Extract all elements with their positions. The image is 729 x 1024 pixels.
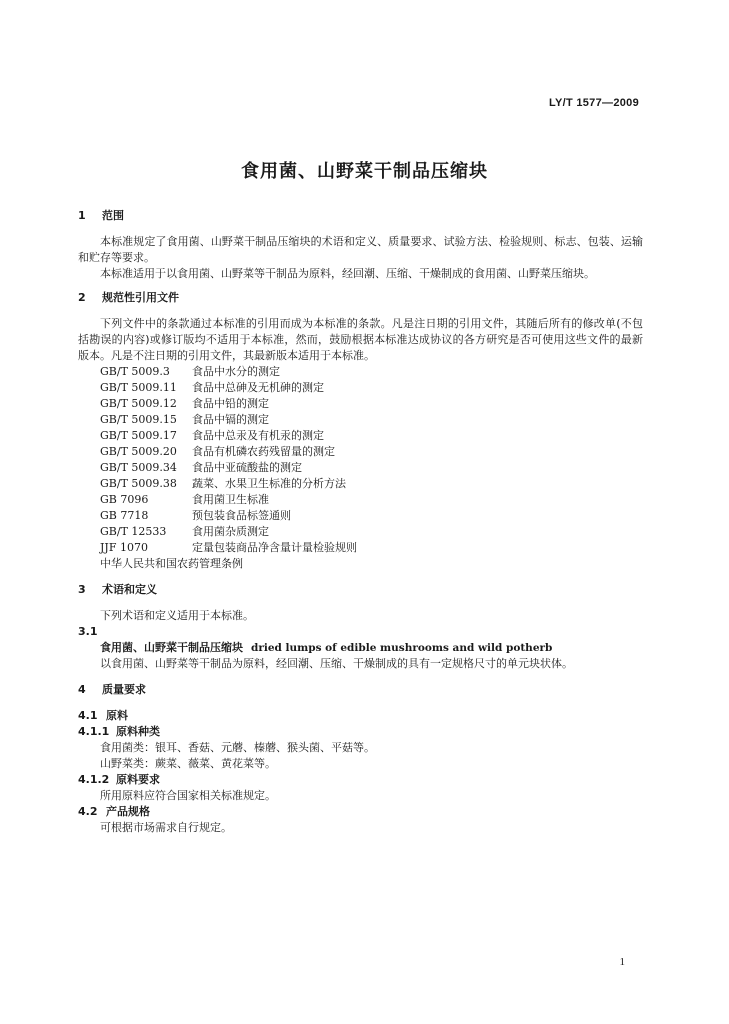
reference-code: GB/T 12533 xyxy=(100,525,167,538)
document-body xyxy=(78,208,643,836)
reference-item xyxy=(78,380,643,396)
section-heading-terms xyxy=(78,582,643,598)
reference-title: 食品中亚硫酸盐的测定 xyxy=(192,461,302,474)
term-chinese: 食用菌、山野菜干制品压缩块 xyxy=(100,641,243,654)
section-heading-quality xyxy=(78,682,643,698)
subsection-heading xyxy=(78,708,643,724)
subsubsection-title: 原料要求 xyxy=(116,773,160,786)
reference-code: GB 7096 xyxy=(100,493,149,506)
list-line: 可根据市场需求自行规定。 xyxy=(100,821,232,834)
reference-item xyxy=(78,492,643,508)
reference-code: GB/T 5009.38 xyxy=(100,477,177,490)
term-definition: 以食用菌、山野菜等干制品为原料，经回潮、压缩、干燥制成的具有一定规格尺寸的单元块状体。 xyxy=(100,657,573,670)
reference-item xyxy=(78,540,643,556)
subsection-title: 产品规格 xyxy=(106,805,150,818)
subsubsection-heading xyxy=(78,724,643,740)
reference-title: 食品中水分的测定 xyxy=(192,365,280,378)
reference-code: GB/T 5009.17 xyxy=(100,429,177,442)
subsection-title: 原料 xyxy=(106,709,128,722)
reference-item xyxy=(78,396,643,412)
reference-code: JJF 1070 xyxy=(100,541,148,554)
section-number: 2 xyxy=(78,291,86,304)
subsection-number: 4.1 xyxy=(78,709,98,722)
reference-item-regulation: 中华人民共和国农药管理条例 xyxy=(100,557,243,570)
section-title: 术语和定义 xyxy=(102,583,157,596)
subsection-heading xyxy=(78,804,643,820)
reference-list xyxy=(78,364,643,572)
paragraph: 本标准规定了食用菌、山野菜干制品压缩块的术语和定义、质量要求、试验方法、检验规则、标志、包装、运输和贮存等要求。 xyxy=(78,235,643,264)
paragraph: 本标准适用于以食用菌、山野菜等干制品为原料，经回潮、压缩、干燥制成的食用菌、山野菜压缩块。 xyxy=(100,267,595,280)
term-english: dried lumps of edible mushrooms and wild potherb xyxy=(251,642,553,654)
section-heading-references xyxy=(78,290,643,306)
subsubsection-number: 4.1.1 xyxy=(78,725,110,738)
reference-item xyxy=(78,460,643,476)
reference-item xyxy=(78,524,643,540)
paragraph: 下列文件中的条款通过本标准的引用而成为本标准的条款。凡是注日期的引用文件，其随后所有的修改单(不包括勘误的内容)或修订版均不适用于本标准，然而，鼓励根据本标准达成协议的各方研究是否可使用这些文件的最新版本。凡是不注日期的引用文件，其最新版本适用于本标准。 xyxy=(78,317,643,362)
reference-item xyxy=(78,444,643,460)
reference-item xyxy=(78,476,643,492)
reference-title: 食品中总砷及无机砷的测定 xyxy=(192,381,324,394)
paragraph: 下列术语和定义适用于本标准。 xyxy=(100,609,254,622)
reference-title: 食品中总汞及有机汞的测定 xyxy=(192,429,324,442)
reference-code: GB/T 5009.3 xyxy=(100,365,170,378)
list-line: 食用菌类：银耳、香菇、元蘑、榛蘑、猴头菌、平菇等。 xyxy=(100,741,375,754)
section-heading-scope xyxy=(78,208,643,224)
subsubsection-number: 4.1.2 xyxy=(78,773,110,786)
list-line: 山野菜类：蕨菜、薇菜、黄花菜等。 xyxy=(100,757,276,770)
reference-title: 食品中镉的测定 xyxy=(192,413,269,426)
reference-code: GB/T 5009.20 xyxy=(100,445,177,458)
term-entry xyxy=(78,640,643,656)
subsubsection-heading xyxy=(78,772,643,788)
reference-item xyxy=(78,364,643,380)
section-number: 4 xyxy=(78,683,86,696)
subsubsection-title: 原料种类 xyxy=(116,725,160,738)
reference-code: GB 7718 xyxy=(100,509,149,522)
document-title: 食用菌、山野菜干制品压缩块 xyxy=(241,161,488,182)
reference-title: 食品中铅的测定 xyxy=(192,397,269,410)
reference-code: GB/T 5009.15 xyxy=(100,413,177,426)
section-number: 3 xyxy=(78,583,86,596)
list-line: 所用原料应符合国家相关标准规定。 xyxy=(100,789,276,802)
subsection-number: 3.1 xyxy=(78,625,98,638)
reference-title: 预包装食品标签通则 xyxy=(192,509,291,522)
reference-title: 食品有机磷农药残留量的测定 xyxy=(192,445,335,458)
section-title: 规范性引用文件 xyxy=(102,291,179,304)
reference-code: GB/T 5009.12 xyxy=(100,397,177,410)
reference-title: 定量包装商品净含量计量检验规则 xyxy=(192,541,357,554)
reference-title: 食用菌杂质测定 xyxy=(192,525,269,538)
page-number: 1 xyxy=(619,956,625,968)
reference-title: 食用菌卫生标准 xyxy=(192,493,269,506)
reference-item xyxy=(78,508,643,524)
reference-item xyxy=(78,428,643,444)
reference-code: GB/T 5009.11 xyxy=(100,381,177,394)
section-title: 范围 xyxy=(102,209,124,222)
section-title: 质量要求 xyxy=(102,683,146,696)
section-number: 1 xyxy=(78,209,86,222)
standard-code: LY/T 1577—2009 xyxy=(548,97,639,109)
reference-item xyxy=(78,412,643,428)
reference-title: 蔬菜、水果卫生标准的分析方法 xyxy=(192,477,346,490)
reference-code: GB/T 5009.34 xyxy=(100,461,177,474)
subsection-number: 4.2 xyxy=(78,805,98,818)
